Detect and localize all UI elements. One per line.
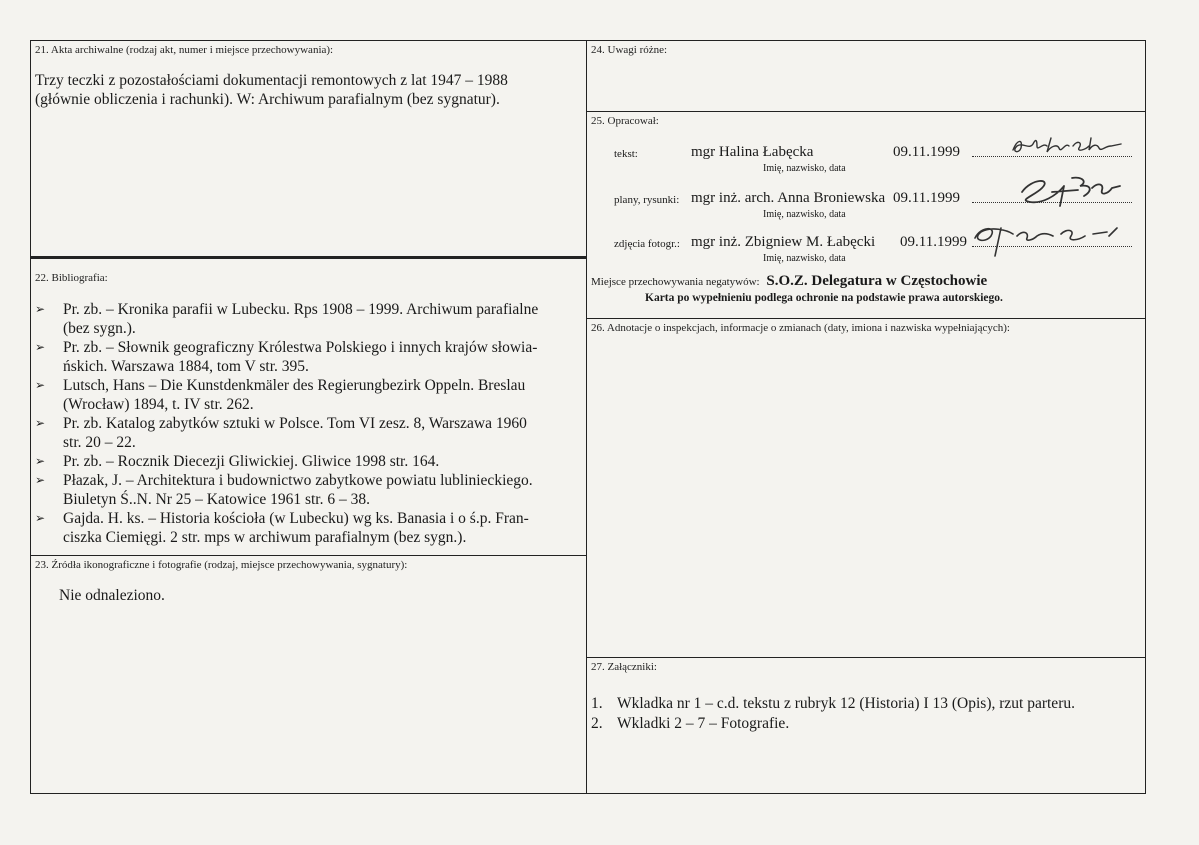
- bibliography-line: (bez sygn.).: [63, 320, 136, 337]
- section-25-label: 25. Opracował:: [591, 115, 659, 127]
- section-21-line: Trzy teczki z pozostałościami dokumentacji remontowych z lat 1947 – 1988: [35, 72, 508, 89]
- bibliography-item: [31, 414, 587, 452]
- bibliography-line: Pr. zb. – Rocznik Diecezji Gliwickiej. Gliwice 1998 str. 164.: [63, 453, 440, 470]
- bibliography-item: [31, 338, 587, 376]
- author-name: mgr inż. arch. Anna Broniewska: [691, 190, 886, 206]
- section-22-bibliography: [31, 256, 586, 555]
- bibliography-item: [31, 300, 587, 338]
- section-23-iconographic-sources: [31, 555, 586, 793]
- section-22-label: 22. Bibliografia:: [35, 272, 108, 284]
- right-column: [587, 41, 1145, 793]
- section-27-label: 27. Załączniki:: [591, 661, 657, 673]
- negatives-value: S.O.Z. Delegatura w Częstochowie: [766, 273, 988, 289]
- author-row-photos: [587, 232, 1145, 272]
- section-25-prepared-by: [587, 111, 1145, 318]
- signature-image: [967, 220, 1132, 260]
- bibliography-item: [31, 509, 587, 547]
- section-26-label: 26. Adnotacje o inspekcjach, informacje o zmianach (daty, imiona i nazwiska wypełniających):: [591, 322, 1010, 334]
- attachment-text: Wkladka nr 1 – c.d. tekstu z rubryk 12 (Historia) I 13 (Opis), rzut parteru.: [617, 695, 1075, 712]
- role-label: zdjęcia fotogr.:: [614, 238, 680, 250]
- author-name: mgr inż. Zbigniew M. Łabęcki: [691, 234, 876, 250]
- section-24-label: 24. Uwagi różne:: [591, 44, 668, 56]
- bibliography-line: Biuletyn Ś..N. Nr 25 – Katowice 1961 str. 6 – 38.: [63, 491, 370, 508]
- arrow-bullet-icon: ➢: [35, 340, 46, 354]
- arrow-bullet-icon: ➢: [35, 416, 46, 430]
- arrow-bullet-icon: ➢: [35, 511, 46, 525]
- bibliography-line: Gajda. H. ks. – Historia kościoła (w Lubecku) wg ks. Banasia i o ś.p. Fran-: [63, 510, 529, 527]
- bibliography-line: Lutsch, Hans – Die Kunstdenkmäler des Regierungbezirk Oppeln. Breslau: [63, 377, 526, 394]
- bibliography-line: Płazak, J. – Architektura i budownictwo zabytkowe powiatu lublinieckiego.: [63, 472, 533, 489]
- author-name: mgr Halina Łabęcka: [691, 144, 814, 160]
- field-caption: Imię, nazwisko, data: [763, 253, 846, 264]
- signature-image: [1012, 172, 1127, 212]
- negatives-label: Miejsce przechowywania negatywów:: [591, 276, 760, 288]
- attachment-number: 2.: [591, 715, 603, 732]
- section-21-archival-records: [31, 41, 586, 256]
- attachment-item: [591, 714, 1075, 734]
- author-date: 09.11.1999: [893, 190, 960, 206]
- bibliography-line: Pr. zb. Katalog zabytków sztuki w Polsce. Tom VI zesz. 8, Warszawa 1960: [63, 415, 527, 432]
- attachment-text: Wkladki 2 – 7 – Fotografie.: [617, 715, 790, 732]
- attachments-list: [591, 694, 1075, 734]
- bibliography-item: [31, 471, 587, 509]
- arrow-bullet-icon: ➢: [35, 378, 46, 392]
- section-23-text: Nie odnaleziono.: [59, 587, 165, 604]
- bibliography-line: (Wrocław) 1894, t. IV str. 262.: [63, 396, 254, 413]
- left-column: [31, 41, 587, 793]
- bibliography-line: Pr. zb. – Słownik geograficzny Królestwa Polskiego i innych krajów słowia-: [63, 339, 538, 356]
- negatives-location: [591, 273, 987, 290]
- section-27-attachments: [587, 657, 1145, 793]
- attachment-item: [591, 694, 1075, 714]
- arrow-bullet-icon: ➢: [35, 302, 46, 316]
- author-date: 09.11.1999: [900, 234, 967, 250]
- bibliography-list: [31, 300, 587, 547]
- section-21-line: (głównie obliczenia i rachunki). W: Archiwum parafialnym (bez sygnatur).: [35, 91, 500, 108]
- section-21-text: [35, 71, 575, 109]
- role-label: tekst:: [614, 148, 638, 160]
- bibliography-line: str. 20 – 22.: [63, 434, 136, 451]
- role-label: plany, rysunki:: [614, 194, 680, 206]
- field-caption: Imię, nazwisko, data: [763, 209, 846, 220]
- attachment-number: 1.: [591, 695, 603, 712]
- section-24-remarks: [587, 41, 1145, 111]
- bibliography-line: ciszka Ciemięgi. 2 str. mps w archiwum parafialnym (bez sygn.).: [63, 529, 467, 546]
- section-21-label: 21. Akta archiwalne (rodzaj akt, numer i miejsce przechowywania):: [35, 44, 334, 56]
- section-23-label: 23. Źródła ikonograficzne i fotografie (rodzaj, miejsce przechowywania, sygnatury):: [35, 559, 408, 571]
- author-date: 09.11.1999: [893, 144, 960, 160]
- signature-image: [1007, 132, 1127, 160]
- arrow-bullet-icon: ➢: [35, 454, 46, 468]
- copyright-note: Karta po wypełnieniu podlega ochronie na podstawie prawa autorskiego.: [645, 292, 1003, 304]
- field-caption: Imię, nazwisko, data: [763, 163, 846, 174]
- bibliography-item: [31, 452, 587, 471]
- bibliography-item: [31, 376, 587, 414]
- section-26-inspection-notes: [587, 318, 1145, 657]
- arrow-bullet-icon: ➢: [35, 473, 46, 487]
- form-frame: [30, 40, 1146, 794]
- bibliography-line: ńskich. Warszawa 1884, tom V str. 395.: [63, 358, 309, 375]
- bibliography-line: Pr. zb. – Kronika parafii w Lubecku. Rps 1908 – 1999. Archiwum parafialne: [63, 301, 539, 318]
